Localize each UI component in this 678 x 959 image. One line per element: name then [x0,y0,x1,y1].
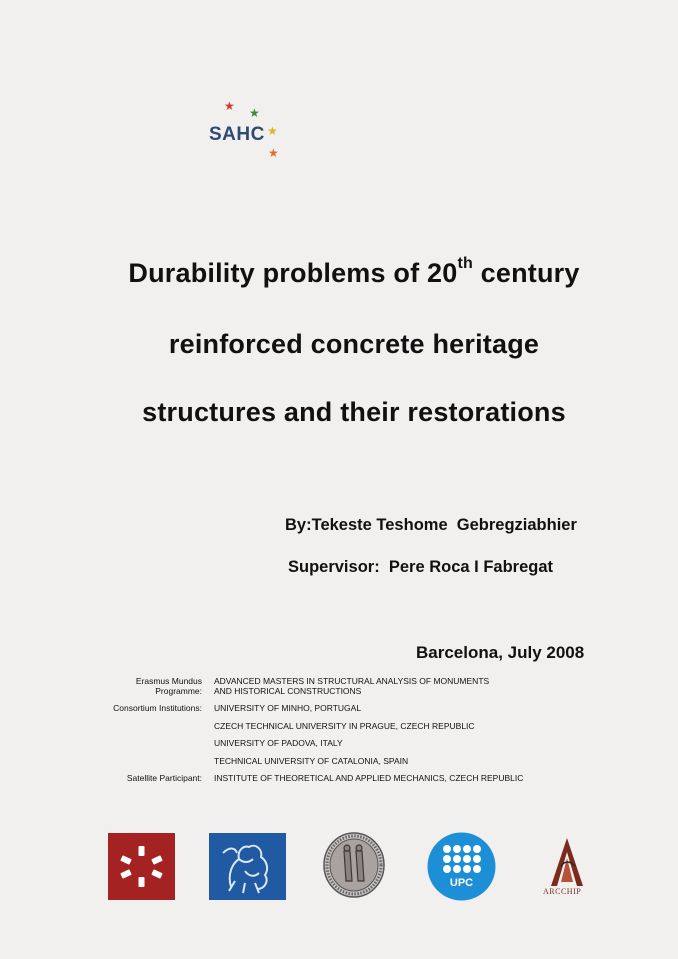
title-line-2: reinforced concrete heritage [168,329,540,359]
upc-logo [427,832,496,901]
consortium-label: Consortium Institutions: [113,703,202,713]
consortium-item: UNIVERSITY OF PADOVA, ITALY [214,738,343,748]
arcchip-logo-text: ARCCHIP [543,887,582,896]
university-of-minho-logo [108,833,175,900]
programme-value-1: ADVANCED MASTERS IN STRUCTURAL ANALYSIS OF MONUMENTS [214,676,490,686]
supervisor-line: Supervisor: Pere Roca I Fabregat [288,558,554,576]
university-of-padova-seal [322,831,386,899]
yellow-star-icon: ★ [267,124,278,138]
satellite-value: INSTITUTE OF THEORETICAL AND APPLIED MECHANICS, CZECH REPUBLIC [214,773,524,783]
title-line-1: Durability problems of 20th century [128,255,580,288]
satellite-label: Satellite Participant: [126,773,202,783]
consortium-item: CZECH TECHNICAL UNIVERSITY IN PRAGUE, CZECH REPUBLIC [214,721,475,731]
programme-label-2: Programme: [155,686,202,696]
author-line: By:Tekeste Teshome Gebregziabhier [285,516,577,534]
consortium-item: TECHNICAL UNIVERSITY OF CATALONIA, SPAIN [214,756,409,766]
arcchip-logo [541,836,593,900]
consortium-item: UNIVERSITY OF MINHO, PORTUGAL [214,703,362,713]
upc-logo-text: UPC [449,877,474,889]
programme-label-1: Erasmus Mundus [135,676,202,686]
green-star-icon: ★ [249,106,260,120]
title-superscript: th [457,255,473,272]
orange-star-icon: ★ [268,146,279,160]
title-line-3: structures and their restorations [142,397,566,427]
sahc-logo [207,98,287,160]
czech-technical-university-logo [209,833,286,900]
place-date: Barcelona, July 2008 [416,643,585,662]
sahc-logo-text: SAHC [209,124,265,145]
programme-value-2: AND HISTORICAL CONSTRUCTIONS [214,686,362,696]
red-star-icon: ★ [224,99,235,113]
